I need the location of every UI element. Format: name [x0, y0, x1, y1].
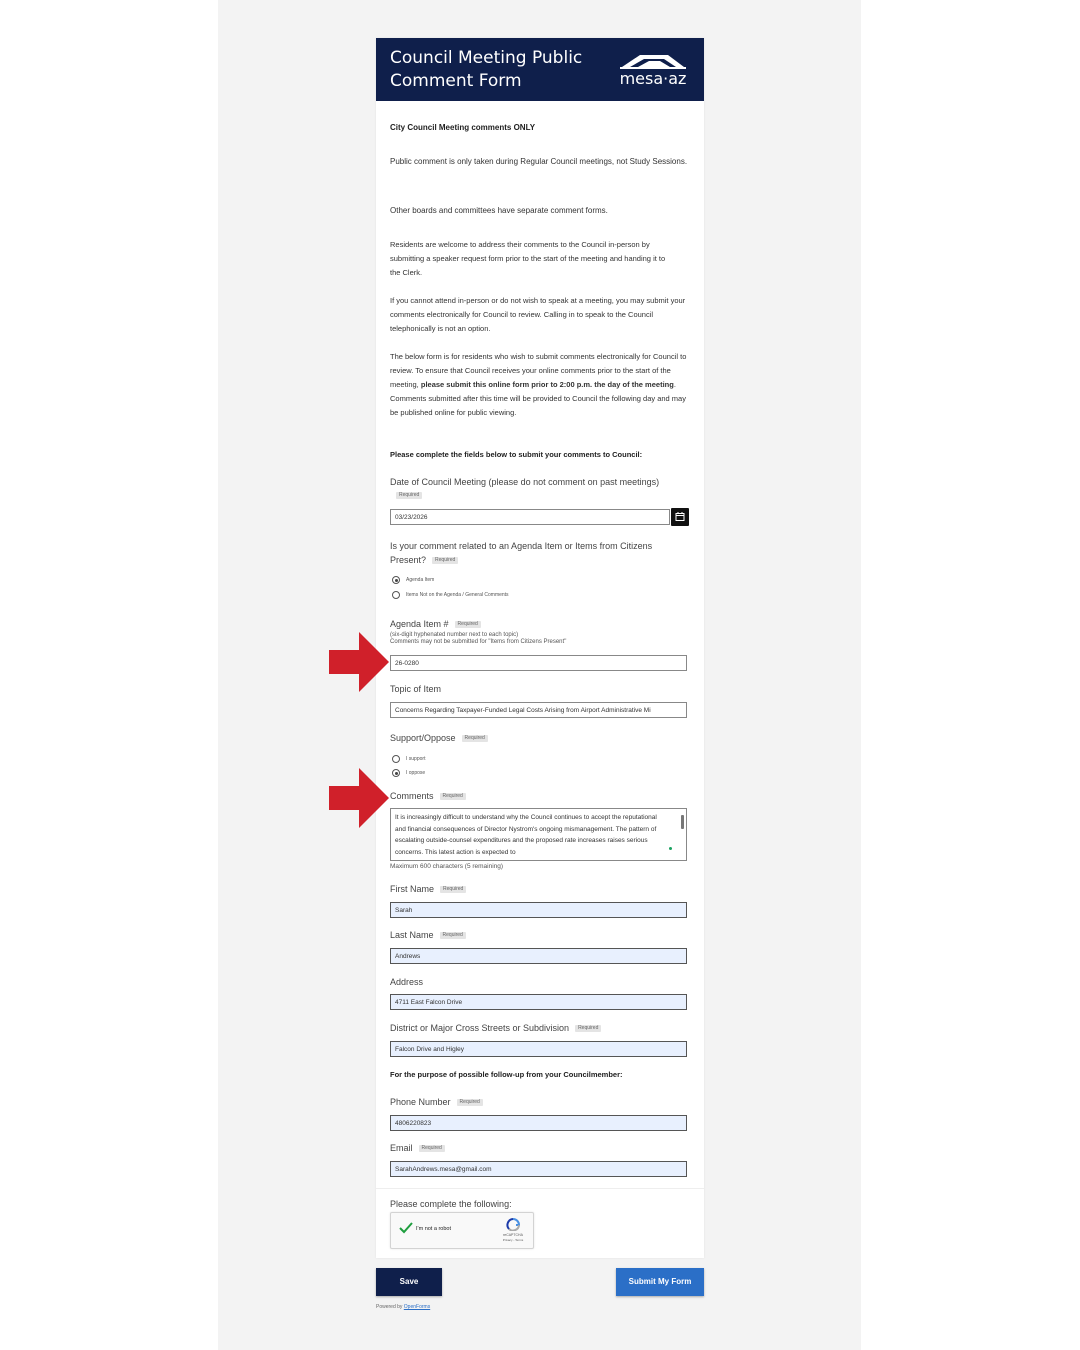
- radio-oppose[interactable]: [392, 769, 400, 777]
- phone-label: [390, 1097, 483, 1107]
- required-tag: Required: [455, 621, 481, 628]
- phone-input[interactable]: 4806220823: [390, 1115, 687, 1131]
- required-tag: Required: [575, 1025, 601, 1032]
- comments-label-text: Comments: [390, 791, 434, 801]
- recaptcha-logo-icon: [506, 1218, 520, 1231]
- required-tag: Required: [432, 557, 458, 564]
- agenda-item-label: [390, 619, 481, 629]
- first-name-label: [390, 884, 466, 894]
- mesa-logo-text: mesa·az: [619, 69, 687, 88]
- recaptcha-widget: [390, 1212, 534, 1249]
- recaptcha-label: I'm not a robot: [416, 1226, 451, 1232]
- support-label: [390, 733, 488, 743]
- address-label: Address: [390, 977, 424, 987]
- intro-p1: Public comment is only taken during Regular Council meetings, not Study Sessions.: [390, 157, 688, 166]
- agenda-item-help-2: Comments may not be submitted for "Items from Citizens Present": [390, 639, 567, 645]
- instructions: Please complete the fields below to submit your comments to Council:: [390, 450, 643, 459]
- email-input[interactable]: SarahAndrews.mesa@gmail.com: [390, 1161, 687, 1177]
- comments-textarea[interactable]: [390, 808, 687, 861]
- captcha-prompt: Please complete the following:: [390, 1199, 512, 1209]
- required-tag: Required: [440, 932, 466, 939]
- email-label-text: Email: [390, 1143, 413, 1153]
- district-label-text: District or Major Cross Streets or Subdivision: [390, 1023, 570, 1033]
- topic-label: Topic of Item: [390, 684, 442, 694]
- calendar-button[interactable]: [671, 508, 689, 526]
- intro-p5-c: . Comments submitted after this time will be provided to Council the following day and may be published online for public viewing.: [390, 380, 686, 417]
- followup-heading: For the purpose of possible follow-up from your Councilmember:: [390, 1070, 623, 1079]
- intro-heading: City Council Meeting comments ONLY: [390, 123, 536, 132]
- district-input[interactable]: Falcon Drive and Higley: [390, 1041, 687, 1057]
- intro-p5: [390, 350, 690, 420]
- topic-input[interactable]: Concerns Regarding Taxpayer-Funded Legal Costs Arising from Airport Administrative Mi: [390, 702, 687, 718]
- agenda-item-input[interactable]: 26-0280: [390, 655, 687, 671]
- agenda-item-label-text: Agenda Item #: [390, 619, 449, 629]
- required-tag: Required: [440, 793, 466, 800]
- last-name-label: [390, 930, 466, 940]
- required-tag: Required: [462, 735, 488, 742]
- agenda-related-label: [390, 539, 680, 567]
- support-label-text: Support/Oppose: [390, 733, 456, 743]
- intro-p4: If you cannot attend in-person or do not wish to speak at a meeting, you may submit your comments electronically for Council to review. Calling in to speak to the Council telephonically is not an option.: [390, 296, 686, 333]
- comments-text: It is increasingly difficult to understand why the Council continues to accept the reputational and financial consequences of Director Nystrom's ongoing mismanagement. The pattern of escalating outside-counsel expenditures and the proposed rate increases raises serious concerns. This latest action is expected to: [395, 814, 657, 856]
- grammarly-dot-icon[interactable]: [669, 847, 672, 850]
- save-button[interactable]: Save: [376, 1268, 442, 1296]
- radio-support-label: I support: [406, 756, 426, 762]
- openforms-link[interactable]: OpenForms: [403, 1304, 431, 1310]
- intro-p5-deadline: please submit this online form prior to 2:00 p.m. the day of the meeting: [420, 380, 674, 389]
- recaptcha-brand: reCAPTCHA: [503, 1233, 523, 1237]
- radio-general-comments[interactable]: [392, 591, 400, 599]
- red-arrow-icon: [329, 632, 389, 692]
- divider: [376, 1188, 704, 1189]
- agenda-related-label-text: Is your comment related to an Agenda Item or Items from Citizens Present?: [390, 541, 653, 565]
- date-label: [390, 476, 690, 502]
- form-header: [376, 38, 704, 101]
- required-tag: Required: [440, 886, 466, 893]
- first-name-input[interactable]: Sarah: [390, 902, 687, 918]
- intro-p5-a: The below form is for residents who wish to submit comments electronically for Council to review. To ensure that Council receives your online comments prior to the start of the meeting,: [390, 352, 687, 389]
- submit-button[interactable]: Submit My Form: [616, 1268, 704, 1296]
- radio-agenda-item-label: Agenda Item: [406, 577, 435, 583]
- required-tag: Required: [396, 492, 422, 499]
- agenda-item-help: [390, 632, 690, 646]
- comments-label: [390, 791, 466, 801]
- checkmark-icon[interactable]: [399, 1222, 413, 1234]
- radio-oppose-label: I oppose: [406, 770, 426, 776]
- address-input[interactable]: 4711 East Falcon Drive: [390, 994, 687, 1010]
- date-input[interactable]: 03/23/2026: [390, 509, 670, 525]
- intro-p3: Residents are welcome to address their comments to the Council in-person by submitting a speaker request form prior to the start of the meeting and handing it to the Clerk.: [390, 240, 666, 277]
- phone-label-text: Phone Number: [390, 1097, 451, 1107]
- form-card: [376, 38, 704, 1258]
- last-name-label-text: Last Name: [390, 930, 434, 940]
- district-label: [390, 1023, 601, 1033]
- intro-p2: Other boards and committees have separate comment forms.: [390, 206, 608, 215]
- agenda-item-help-1: (six-digit hyphenated number next to each topic): [390, 632, 519, 638]
- email-label: [390, 1143, 445, 1153]
- red-arrow-icon: [329, 768, 389, 828]
- required-tag: Required: [419, 1145, 445, 1152]
- textarea-scrollbar[interactable]: [681, 815, 684, 829]
- comments-counter: Maximum 600 characters (5 remaining): [390, 863, 504, 870]
- mesa-logo: [616, 52, 690, 92]
- radio-support[interactable]: [392, 755, 400, 763]
- powered-by-text: Powered by: [376, 1304, 403, 1310]
- powered-by: [376, 1304, 430, 1310]
- radio-agenda-item[interactable]: [392, 576, 400, 584]
- first-name-label-text: First Name: [390, 884, 435, 894]
- last-name-input[interactable]: Andrews: [390, 948, 687, 964]
- date-label-text: Date of Council Meeting (please do not comment on past meetings): [390, 477, 660, 487]
- mesa-logo-icon: [616, 52, 690, 70]
- recaptcha-links[interactable]: Privacy - Terms: [502, 1238, 524, 1242]
- radio-general-comments-label: Items Not on the Agenda / General Comments: [406, 592, 509, 598]
- required-tag: Required: [457, 1099, 483, 1106]
- calendar-icon: [671, 508, 689, 526]
- form-title: Council Meeting Public Comment Form: [390, 48, 583, 91]
